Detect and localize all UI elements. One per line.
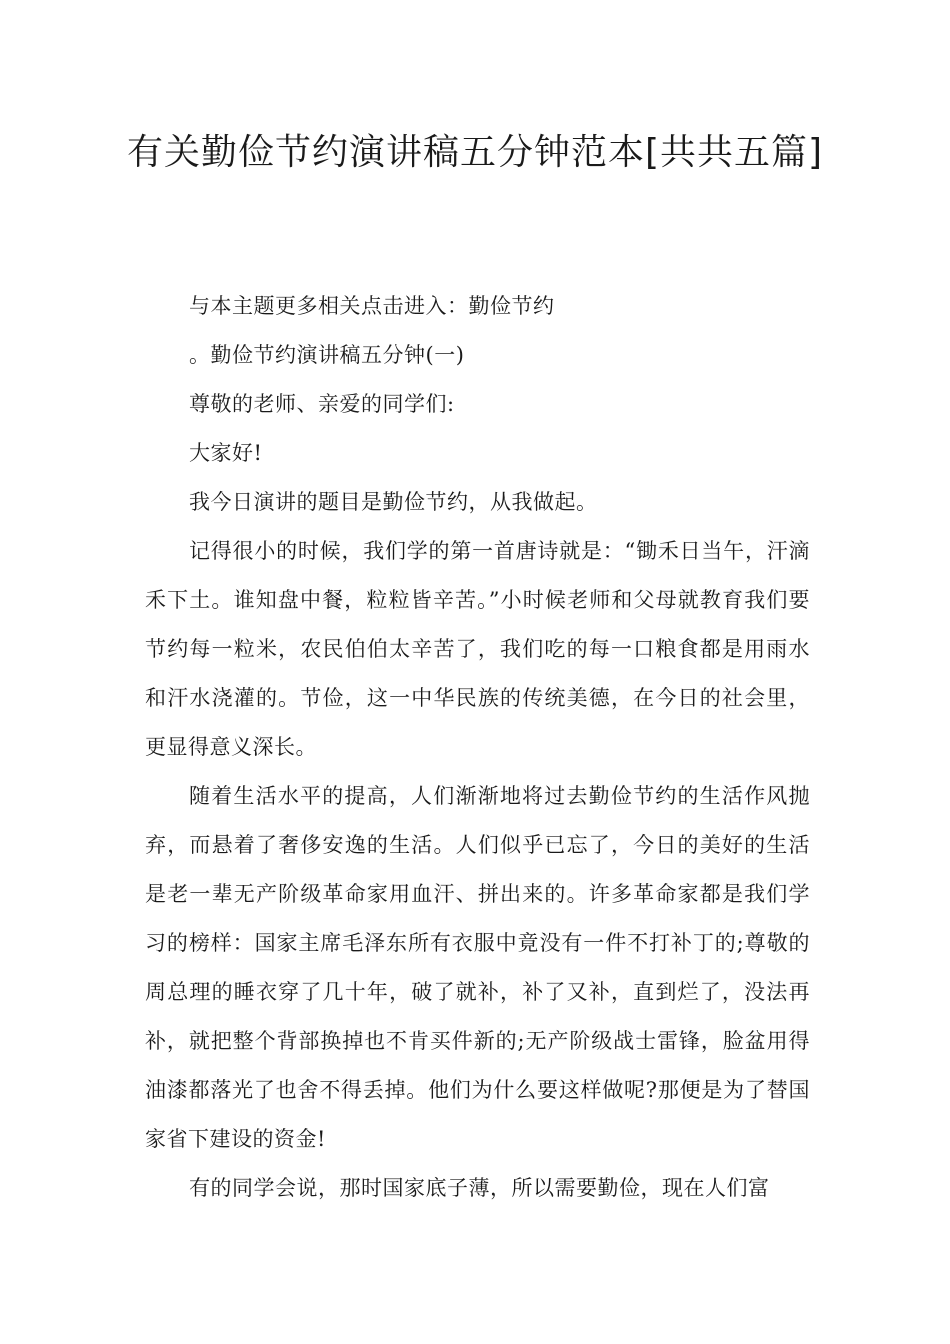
paragraph-salutation: 尊敬的老师、亲爱的同学们:: [189, 392, 455, 416]
paragraph-section-heading: 。勤俭节约演讲稿五分钟(一): [189, 343, 465, 367]
paragraph-closing-partial: 有的同学会说，那时国家底子薄，所以需要勤俭，现在人们富: [189, 1176, 770, 1200]
paragraph-history: 随着生活水平的提高，人们渐渐地将过去勤俭节约的生活作风抛弃，而悬着了奢侈安逸的生活。人们似乎已忘了，今日的美好的生活是老一辈无产阶级革命家用血汗、拼出来的。许多革命家都是我们学习的榜样：国家主席毛泽东所有衣服中竟没有一件不打补丁的;尊敬的周总理的睡衣穿了几十年，破了就补，补了又补，直到烂了，没法再补，就把整个背部换掉也不肯买件新的;无产阶级战士雷锋，脸盆用得油漆都落光了也舍不得丢掉。他们为什么要这样做呢?那便是为了替国家省下建设的资金!: [145, 784, 810, 1151]
paragraph-greeting: 大家好!: [189, 441, 263, 465]
paragraph-topic: 我今日演讲的题目是勤俭节约，从我做起。: [189, 490, 598, 514]
document-title: 有关勤俭节约演讲稿五分钟范本[共共五篇]: [126, 132, 824, 173]
paragraph-topic-link: 与本主题更多相关点击进入：勤俭节约: [189, 294, 555, 318]
document-body: [145, 282, 810, 1213]
paragraph-poem: 记得很小的时候，我们学的第一首唐诗就是：“锄禾日当午，汗滴禾下土。谁知盘中餐，粒粒皆辛苦。”小时候老师和父母就教育我们要节约每一粒米，农民伯伯太辛苦了，我们吃的每一口粮食都是用雨水和汗水浇灌的。节俭，这一中华民族的传统美德，在今日的社会里，更显得意义深长。: [145, 539, 810, 759]
